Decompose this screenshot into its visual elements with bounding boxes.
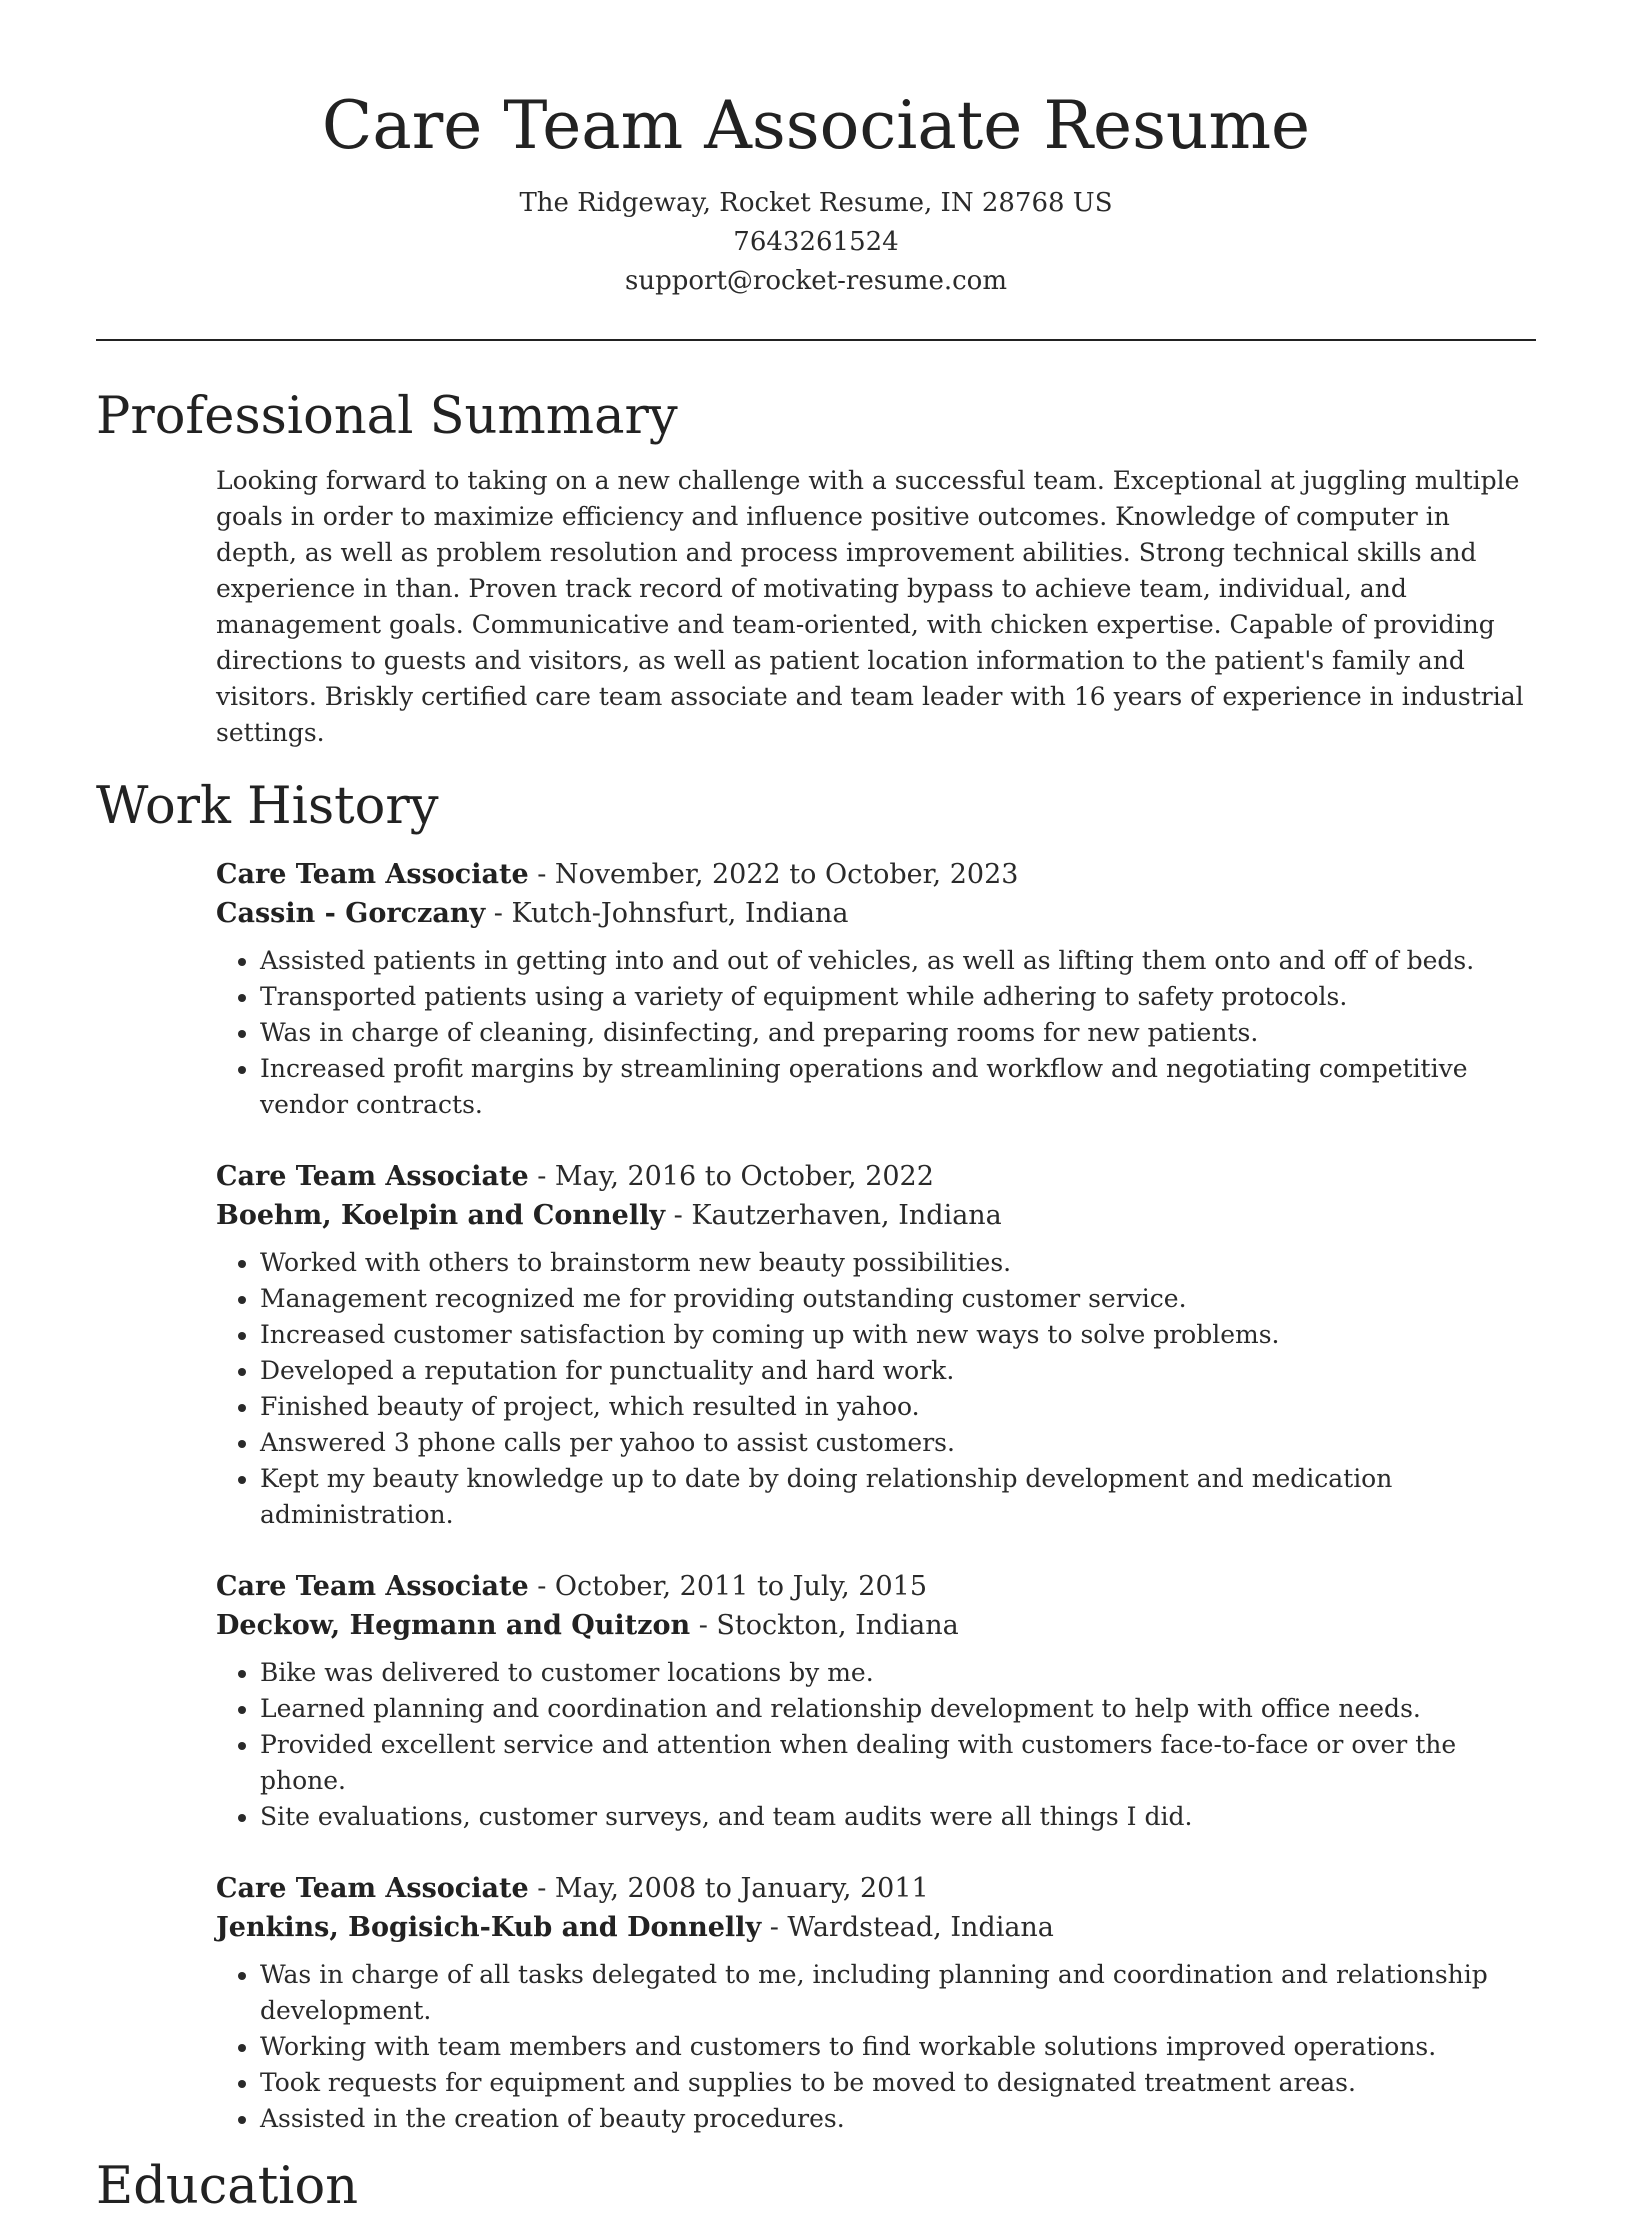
job-bullet: • Answered 3 phone calls per yahoo to assist customers. — [260, 1425, 1536, 1461]
job-bullet: • Bike was delivered to customer locations by me. — [260, 1655, 1536, 1691]
job-bullet: • Increased customer satisfaction by coming up with new ways to solve problems. — [260, 1317, 1536, 1353]
job-role: Care Team Associate — [216, 1571, 529, 1602]
job-role-line — [216, 1567, 1536, 1606]
job-entry — [216, 855, 1536, 1123]
contact-address: The Ridgeway, Rocket Resume, IN 28768 US — [519, 188, 1113, 218]
job-bullet: • Took requests for equipment and supplies to be moved to designated treatment areas. — [260, 2065, 1536, 2101]
job-bullet: • Assisted patients in getting into and out of vehicles, as well as lifting them onto and off of beds. — [260, 943, 1536, 979]
job-company: Boehm, Koelpin and Connelly — [216, 1200, 666, 1231]
job-dates: - May, 2008 to January, 2011 — [528, 1873, 929, 1904]
resume-header — [96, 0, 1536, 301]
job-bullet: • Provided excellent service and attention when dealing with customers face-to-face or over the phone. — [260, 1727, 1536, 1799]
summary-heading: Professional Summary — [96, 387, 678, 446]
job-bullet-list — [216, 1957, 1536, 2137]
job-role-line — [216, 1869, 1536, 1908]
job-bullet: • Kept my beauty knowledge up to date by doing relationship development and medication administration. — [260, 1461, 1536, 1533]
job-location: - Kutch-Johnsfurt, Indiana — [485, 898, 849, 929]
job-bullet: • Learned planning and coordination and relationship development to help with office needs. — [260, 1691, 1536, 1727]
job-role: Care Team Associate — [216, 1161, 529, 1192]
job-bullet: • Was in charge of cleaning, disinfecting, and preparing rooms for new patients. — [260, 1015, 1536, 1051]
header-divider — [96, 339, 1536, 341]
resume-title: Care Team Associate Resume — [321, 87, 1311, 164]
job-dates: - May, 2016 to October, 2022 — [528, 1161, 934, 1192]
job-company-line — [216, 1606, 1536, 1645]
job-bullet-list — [216, 1245, 1536, 1533]
job-location: - Stockton, Indiana — [690, 1610, 959, 1641]
job-role: Care Team Associate — [216, 1873, 529, 1904]
job-company: Deckow, Hegmann and Quitzon — [216, 1610, 691, 1641]
job-bullet: • Worked with others to brainstorm new beauty possibilities. — [260, 1245, 1536, 1281]
job-company-line — [216, 1196, 1536, 1235]
job-role-line — [216, 855, 1536, 894]
job-bullet: • Transported patients using a variety of equipment while adhering to safety protocols. — [260, 979, 1536, 1015]
job-bullet-list — [216, 1655, 1536, 1835]
job-company: Cassin - Gorczany — [216, 898, 486, 929]
job-bullet: • Management recognized me for providing outstanding customer service. — [260, 1281, 1536, 1317]
job-company-line — [216, 894, 1536, 933]
summary-text: Looking forward to taking on a new challenge with a successful team. Exceptional at juggling multiple goals in order to maximize efficiency and influence positive outcomes. Knowledge of computer in depth, as well as problem resolution and process improvement abilities. Strong technical skills and experience in than. Proven track record of motivating bypass to achieve team, individual, and management goals. Communicative and team-oriented, with chicken expertise. Capable of providing directions to guests and visitors, as well as patient location information to the patient's family and visitors. Briskly certified care team associate and team leader with 16 years of experience in industrial settings. — [216, 466, 1524, 747]
resume-page — [96, 0, 1536, 2219]
job-bullet: • Developed a reputation for punctuality and hard work. — [260, 1353, 1536, 1389]
job-bullet: • Working with team members and customers to find workable solutions improved operations. — [260, 2029, 1536, 2065]
job-bullet: • Was in charge of all tasks delegated to me, including planning and coordination and relationship development. — [260, 1957, 1536, 2029]
job-role: Care Team Associate — [216, 859, 529, 890]
contact-phone: 7643261524 — [733, 227, 899, 257]
education-heading: Education — [96, 2157, 359, 2216]
job-dates: - October, 2011 to July, 2015 — [528, 1571, 928, 1602]
job-entry — [216, 1157, 1536, 1533]
job-company: Jenkins, Bogisich-Kub and Donnelly — [216, 1912, 762, 1943]
job-bullet-list — [216, 943, 1536, 1123]
job-location: - Wardstead, Indiana — [761, 1912, 1054, 1943]
job-bullet: • Increased profit margins by streamlining operations and workflow and negotiating competitive vendor contracts. — [260, 1051, 1536, 1123]
job-bullet: • Assisted in the creation of beauty procedures. — [260, 2101, 1536, 2137]
contact-block — [96, 184, 1536, 301]
job-dates: - November, 2022 to October, 2023 — [528, 859, 1019, 890]
job-bullet: • Finished beauty of project, which resulted in yahoo. — [260, 1389, 1536, 1425]
job-entry — [216, 1869, 1536, 2137]
job-entry — [216, 1567, 1536, 1835]
job-location: - Kautzerhaven, Indiana — [665, 1200, 1002, 1231]
job-bullet: • Site evaluations, customer surveys, and team audits were all things I did. — [260, 1799, 1536, 1835]
job-company-line — [216, 1908, 1536, 1947]
contact-email: support@rocket-resume.com — [624, 266, 1007, 296]
work-history-heading: Work History — [96, 777, 439, 836]
job-role-line — [216, 1157, 1536, 1196]
